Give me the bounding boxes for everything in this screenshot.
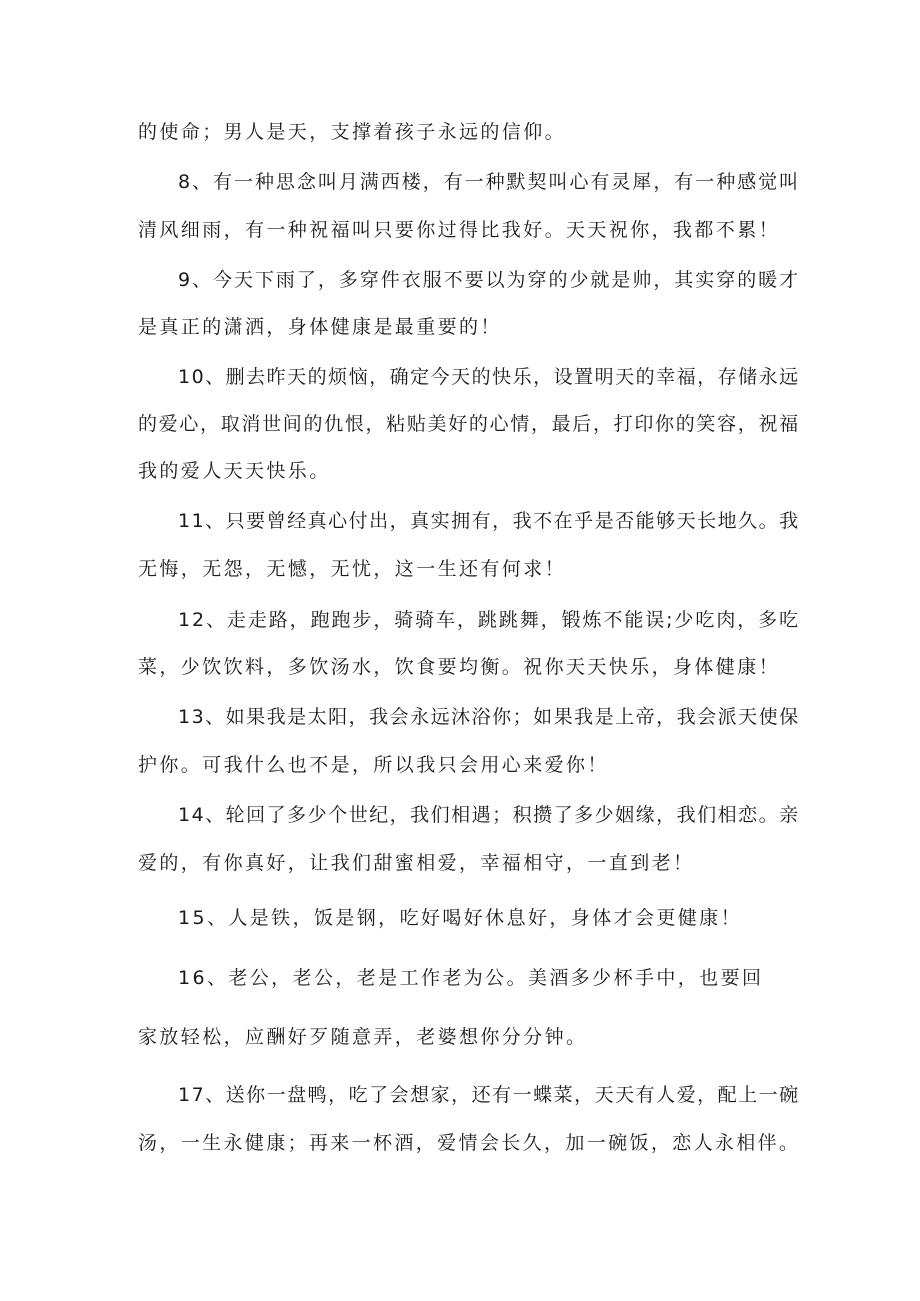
- text-line-6: 10、删去昨天的烦恼，确定今天的快乐，设置明天的幸福，存储永远: [178, 366, 800, 388]
- text-line-4: 9、今天下雨了，多穿件衣服不要以为穿的少就是帅，其实穿的暖才: [178, 269, 801, 291]
- text-line-9: 11、只要曾经真心付出，真实拥有，我不在乎是否能够天长地久。我: [178, 510, 800, 532]
- text-line-3: 清风细雨，有一种祝福叫只要你过得比我好。天天祝你，我都不累！: [138, 219, 781, 241]
- text-line-5: 是真正的潇洒，身体健康是最重要的！: [138, 316, 502, 338]
- text-line-21: 汤，一生永健康；再来一杯酒，爱情会长久，加一碗饭，恋人永相伴。: [138, 1132, 801, 1154]
- text-line-12: 菜，少饮饮料，多饮汤水，饮食要均衡。祝你天天快乐，身体健康！: [138, 656, 781, 678]
- text-line-7: 的爱心，取消世间的仇恨，粘贴美好的心情，最后，打印你的笑容，祝福: [138, 413, 800, 435]
- text-line-14: 护你。可我什么也不是，所以我只会用心来爱你！: [138, 754, 609, 776]
- text-line-8: 我的爱人天天快乐。: [138, 460, 331, 482]
- text-line-13: 13、如果我是太阳，我会永远沐浴你；如果我是上帝，我会派天使保: [178, 706, 800, 728]
- text-line-15: 14、轮回了多少个世纪，我们相遇；积攒了多少姻缘，我们相恋。亲: [178, 804, 800, 826]
- text-line-18: 16、老公，老公，老是工作老为公。美酒多少杯手中，也要回: [178, 967, 764, 989]
- text-line-10: 无悔，无怨，无憾，无忧，这一生还有何求！: [138, 558, 567, 580]
- text-line-16: 爱的，有你真好，让我们甜蜜相爱，幸福相守，一直到老！: [138, 852, 695, 874]
- text-line-17: 15、人是铁，饭是钢，吃好喝好休息好，身体才会更健康！: [178, 907, 742, 929]
- text-line-11: 12、走走路，跑跑步，骑骑车，跳跳舞，锻炼不能误;少吃肉，多吃: [178, 609, 800, 631]
- text-line-2: 8、有一种思念叫月满西楼，有一种默契叫心有灵犀，有一种感觉叫: [178, 171, 801, 193]
- text-line-20: 17、送你一盘鸭，吃了会想家，还有一蝶菜，天天有人爱，配上一碗: [178, 1084, 800, 1106]
- text-line-1: 的使命；男人是天，支撑着孩子永远的信仰。: [138, 121, 567, 143]
- text-line-19: 家放轻松，应酬好歹随意弄，老婆想你分分钟。: [138, 1026, 588, 1048]
